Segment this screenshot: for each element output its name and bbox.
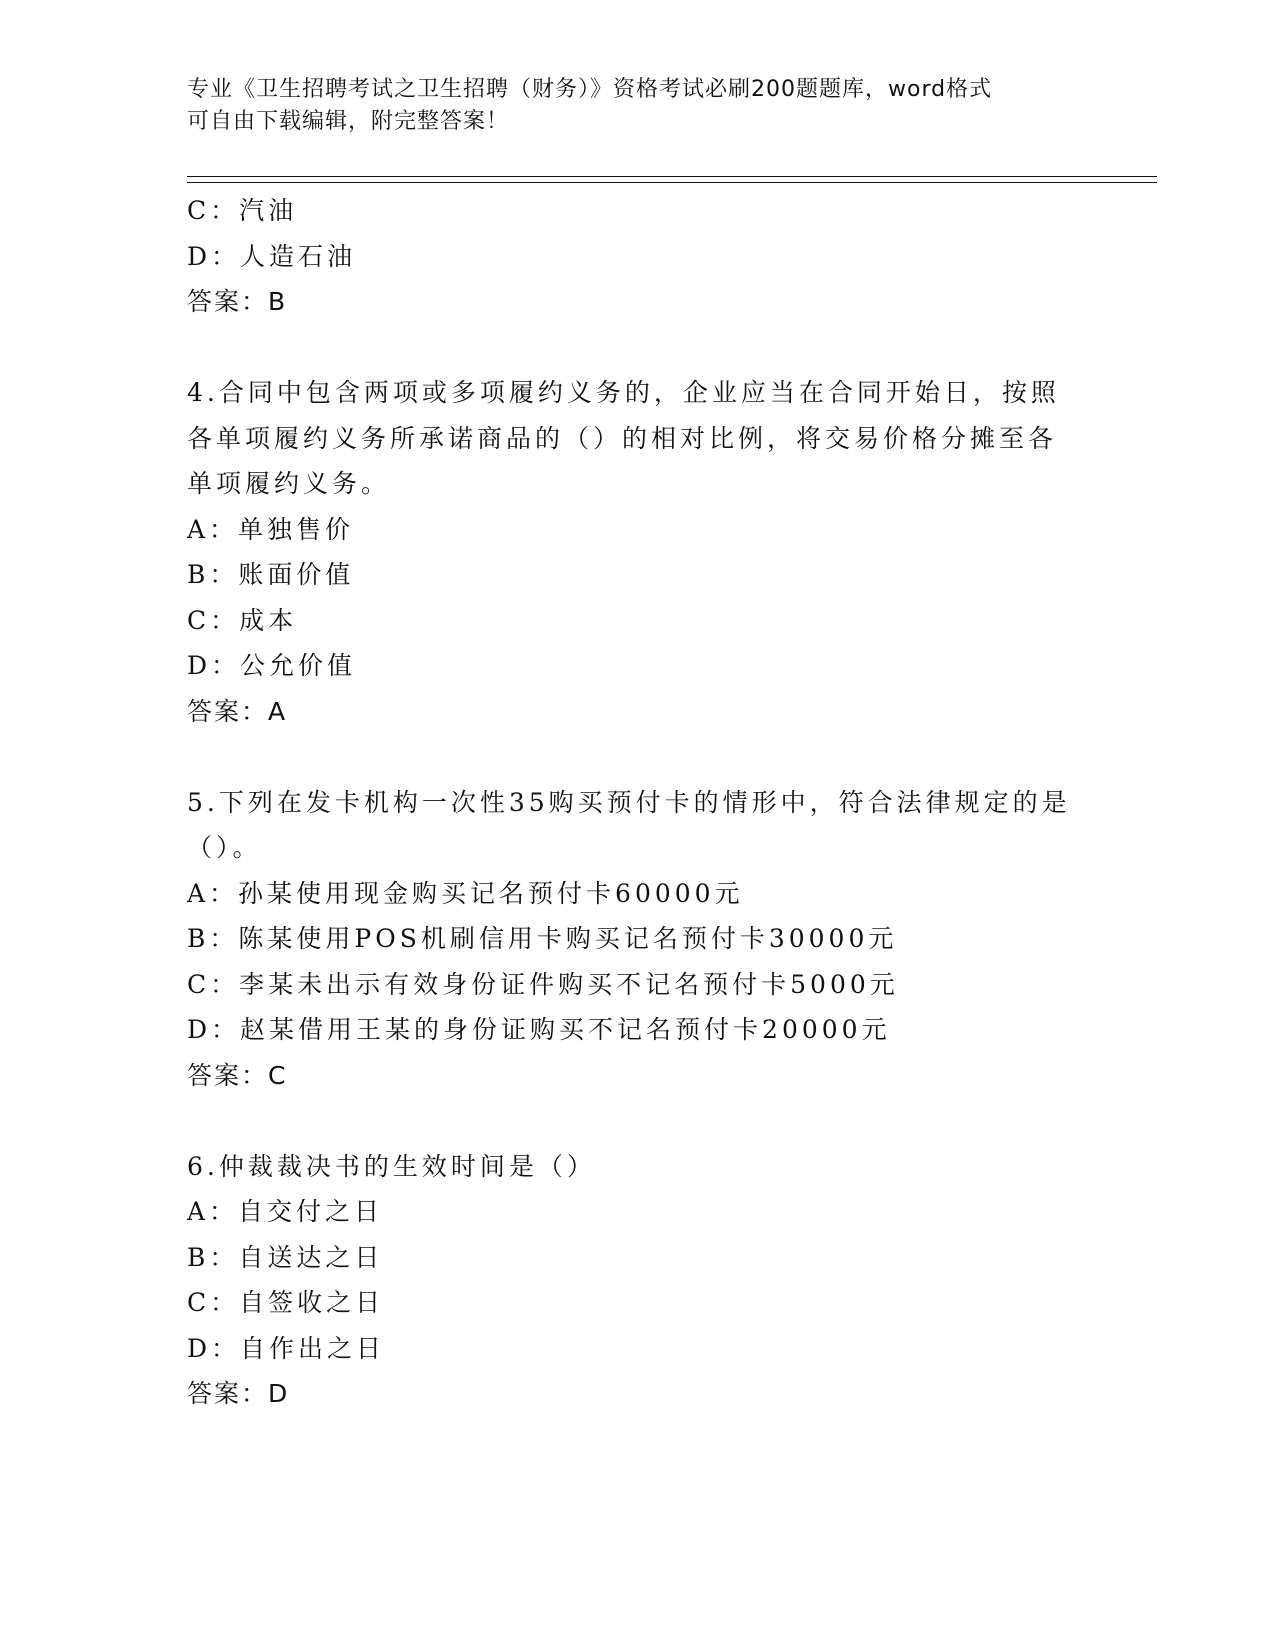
- option-d: D：赵某借用王某的身份证购买不记名预付卡20000元: [187, 1015, 891, 1044]
- option-d: D：自作出之日: [187, 1333, 386, 1363]
- option-b: B：账面价值: [187, 560, 355, 589]
- answer-line: 答案：B: [187, 287, 288, 316]
- option-a: A：孙某使用现金购买记名预付卡60000元: [187, 878, 744, 908]
- option-c: C：成本: [187, 605, 298, 635]
- option-a: A：自交付之日: [187, 1197, 384, 1226]
- question-stem-line: （）。: [187, 833, 262, 862]
- question-list: [187, 188, 1087, 1417]
- header-title-line-1: 专业《卫生招聘考试之卫生招聘（财务）》资格考试必刷200题题库，word格式: [187, 77, 993, 102]
- header-divider: [187, 176, 1157, 183]
- option-d: D：人造石油: [187, 241, 357, 271]
- answer-line: 答案：A: [187, 696, 288, 726]
- question-stem-line: 6.仲裁裁决书的生效时间是（）: [187, 1151, 596, 1181]
- answer-line: 答案：D: [187, 1379, 290, 1408]
- spacer: [187, 734, 1087, 780]
- previous-question-tail: [187, 188, 1087, 325]
- question-stem-line: 单项履约义务。: [187, 469, 391, 498]
- option-d: D：公允价值: [187, 651, 357, 680]
- spacer: [187, 325, 1087, 371]
- question-5: [187, 780, 1087, 1099]
- question-stem-line: 4.合同中包含两项或多项履约义务的，企业应当在合同开始日，按照: [187, 378, 1060, 407]
- question-stem-line: 各单项履约义务所承诺商品的（）的相对比例，将交易价格分摊至各: [187, 423, 1058, 453]
- option-a: A：单独售价: [187, 514, 355, 544]
- question-stem-line: 5.下列在发卡机构一次性35购买预付卡的情形中，符合法律规定的是: [187, 787, 1071, 817]
- option-c: C：自签收之日: [187, 1288, 385, 1317]
- answer-line: 答案：C: [187, 1060, 288, 1090]
- question-6: [187, 1144, 1087, 1417]
- option-b: B：陈某使用POS机刷信用卡购买记名预付卡30000元: [187, 924, 898, 953]
- option-b: B：自送达之日: [187, 1242, 384, 1272]
- question-4: [187, 370, 1087, 734]
- option-c: C：李某未出示有效身份证件购买不记名预付卡5000元: [187, 969, 899, 999]
- document-header: [187, 74, 1087, 138]
- header-title-line-2: 可自由下载编辑，附完整答案！: [187, 109, 510, 134]
- option-c: C：汽油: [187, 196, 298, 225]
- spacer: [187, 1098, 1087, 1144]
